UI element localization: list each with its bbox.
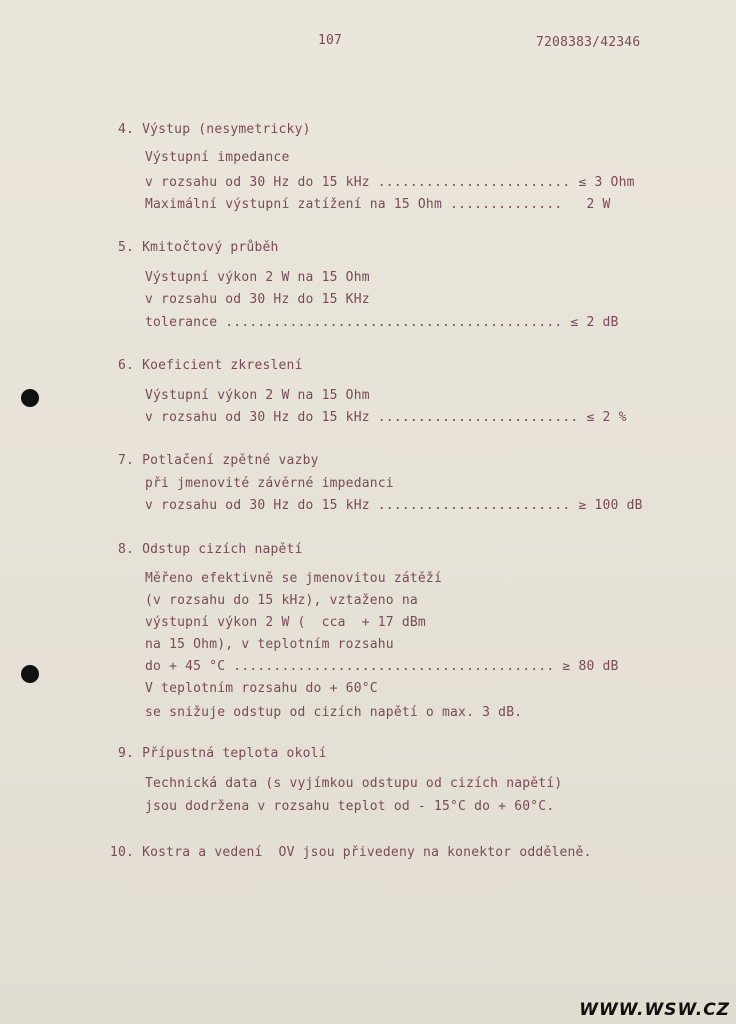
punch-hole (21, 389, 39, 407)
section-8-line: do + 45 °C ........................................ ≥ 80 dB (145, 659, 619, 674)
section-8-line: (v rozsahu do 15 kHz), vztaženo na (145, 593, 418, 608)
section-8-line: se snižuje odstup od cizích napětí o max. 3 dB. (145, 705, 523, 720)
section-8-line: Měřeno efektivně se jmenovitou zátěží (145, 571, 442, 586)
section-4-line: Maximální výstupní zatížení na 15 Ohm .............. 2 W (145, 197, 611, 212)
section-7-line: v rozsahu od 30 Hz do 15 kHz ........................ ≥ 100 dB (145, 498, 643, 513)
section-9-line: jsou dodržena v rozsahu teplot od - 15°C do + 60°C. (145, 799, 555, 814)
punch-hole (21, 665, 39, 683)
section-6-line: v rozsahu od 30 Hz do 15 kHz ......................... ≤ 2 % (145, 410, 627, 425)
section-8-line: V teplotním rozsahu do + 60°C (145, 681, 378, 696)
section-8-line: na 15 Ohm), v teplotním rozsahu (145, 637, 394, 652)
section-7-line: při jmenovité závěrné impedanci (145, 476, 394, 491)
section-4-line: Výstupní impedance (145, 150, 290, 165)
section-4-line: v rozsahu od 30 Hz do 15 kHz ........................ ≤ 3 Ohm (145, 175, 635, 190)
document-number: 7208383/42346 (536, 35, 641, 50)
watermark: WWW.WSW.CZ (579, 1000, 730, 1020)
section-8-title: 8. Odstup cizích napětí (118, 542, 303, 557)
section-4-title: 4. Výstup (nesymetricky) (118, 122, 311, 137)
section-9-title: 9. Přípustná teplota okolí (118, 746, 327, 761)
section-10-title: 10. Kostra a vedení OV jsou přivedeny na konektor odděleně. (110, 845, 592, 860)
section-6-title: 6. Koeficient zkreslení (118, 358, 303, 373)
page-number: 107 (318, 33, 343, 48)
section-5-line: tolerance .......................................... ≤ 2 dB (145, 315, 619, 330)
section-5-title: 5. Kmitočtový průběh (118, 240, 279, 255)
section-6-line: Výstupní výkon 2 W na 15 Ohm (145, 388, 370, 403)
section-7-title: 7. Potlačení zpětné vazby (118, 453, 319, 468)
section-5-line: Výstupní výkon 2 W na 15 Ohm (145, 270, 370, 285)
section-8-line: výstupní výkon 2 W ( cca + 17 dBm (145, 615, 426, 630)
section-9-line: Technická data (s vyjímkou odstupu od cizích napětí) (145, 776, 563, 791)
section-5-line: v rozsahu od 30 Hz do 15 KHz (145, 292, 370, 307)
